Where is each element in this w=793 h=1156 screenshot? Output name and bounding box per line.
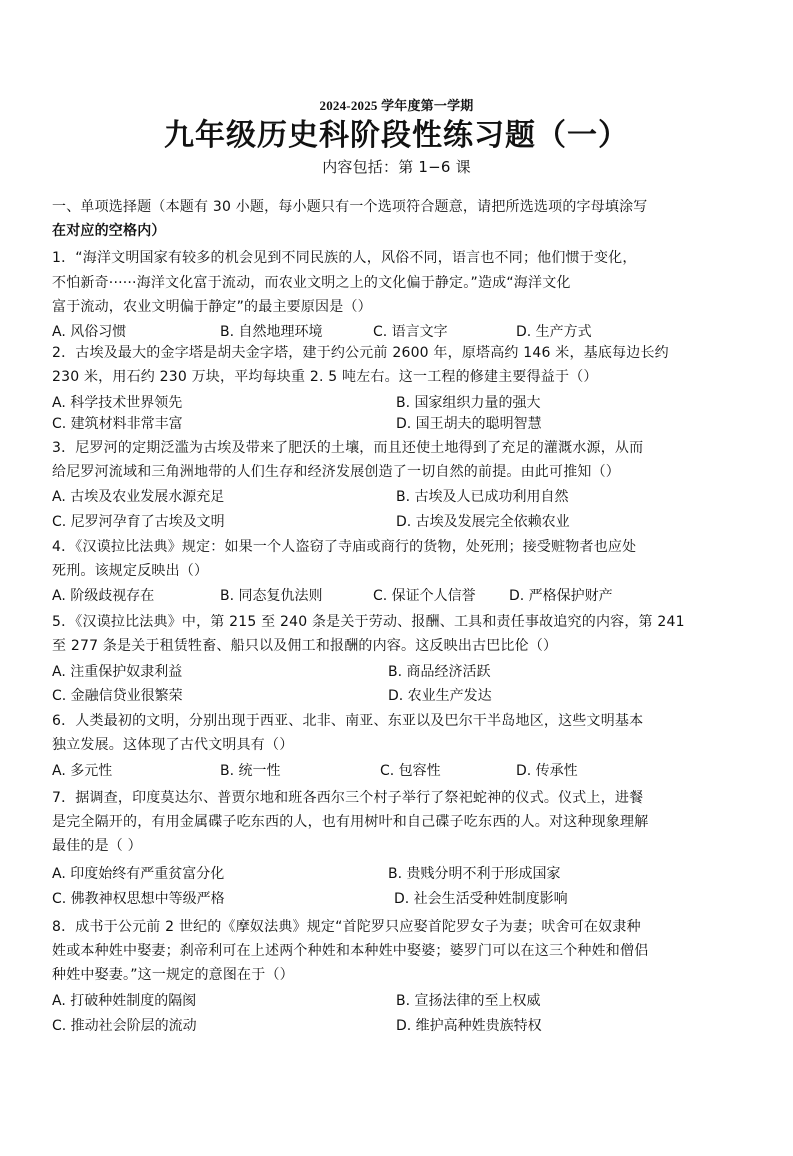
question-1-text: 不怕新奇······海洋文化富于流动，而农业文明之上的文化偏于静定。”造成“海洋文化 xyxy=(52,275,571,291)
question-8-option-a[interactable]: A. 打破种姓制度的隔阂 xyxy=(52,993,197,1009)
question-8-option-b[interactable]: B. 宣扬法律的至上权威 xyxy=(396,993,541,1009)
question-4-text: 死刑。该规定反映出（） xyxy=(52,563,209,579)
question-7-text: 是完全隔开的，有用金属碟子吃东西的人，也有用树叶和自己碟子吃东西的人。对这种现象理解 xyxy=(52,814,649,830)
question-4-option-a[interactable]: A. 阶级歧视存在 xyxy=(52,588,155,604)
question-1-text: 富于流动，农业文明偏于静定”的最主要原因是（） xyxy=(52,299,372,315)
question-4-option-c[interactable]: C. 保证个人信誉 xyxy=(373,588,476,604)
section-heading-line-1: 一、单项选择题（本题有 30 小题，每小题只有一个选项符合题意，请把所选选项的字母填涂写 xyxy=(52,199,648,215)
question-2-option-a[interactable]: A. 科学技术世界领先 xyxy=(52,395,183,411)
question-3-option-d[interactable]: D. 古埃及发展完全依赖农业 xyxy=(396,514,570,530)
question-2-option-b[interactable]: B. 国家组织力量的强大 xyxy=(396,395,541,411)
content-scope: 内容包括：第 1−6 课 xyxy=(322,158,471,176)
question-7-option-a[interactable]: A. 印度始终有严重贫富分化 xyxy=(52,866,225,882)
question-6-option-c[interactable]: C. 包容性 xyxy=(380,763,441,779)
question-3-text: 给尼罗河流域和三角洲地带的人们生存和经济发展创造了一切自然的前提。由此可推知（） xyxy=(52,464,620,480)
question-5-option-a[interactable]: A. 注重保护奴隶利益 xyxy=(52,664,183,680)
question-2-text: 230 米，用石约 230 万块，平均每块重 2. 5 吨左右。这一工程的修建主要得益于（） xyxy=(52,369,598,385)
question-5-option-b[interactable]: B. 商品经济活跃 xyxy=(388,664,491,680)
question-5-text: 5．《汉谟拉比法典》中，第 215 至 240 条是关于劳动、报酬、工具和责任事故追究的内容，第 241 xyxy=(52,614,685,630)
question-6-text: 6．人类最初的文明，分别出现于西亚、北非、南亚、东亚以及巴尔干半岛地区，这些文明基本 xyxy=(52,713,644,729)
question-8-option-c[interactable]: C. 推动社会阶层的流动 xyxy=(52,1018,197,1034)
question-3-option-b[interactable]: B. 古埃及人已成功利用自然 xyxy=(396,489,569,505)
question-1-option-b[interactable]: B. 自然地理环境 xyxy=(220,324,323,340)
question-5-option-c[interactable]: C. 金融信贷业很繁荣 xyxy=(52,688,183,704)
section-heading-line-2: 在对应的空格内） xyxy=(52,223,166,239)
question-5-text: 至 277 条是关于租赁牲畜、船只以及佣工和报酬的内容。这反映出古巴比伦（） xyxy=(52,638,558,654)
question-2-text: 2．古埃及最大的金字塔是胡夫金字塔，建于约公元前 2600 年，原塔高约 146 米，基底每边长约 xyxy=(52,345,669,361)
question-6-option-b[interactable]: B. 统一性 xyxy=(220,763,281,779)
question-3-text: 3．尼罗河的定期泛滥为古埃及带来了肥沃的土壤，而且还使土地得到了充足的灌溉水源，从而 xyxy=(52,440,644,456)
question-4-option-b[interactable]: B. 同态复仇法则 xyxy=(220,588,323,604)
question-3-option-a[interactable]: A. 古埃及农业发展水源充足 xyxy=(52,489,225,505)
question-7-option-d[interactable]: D. 社会生活受种姓制度影响 xyxy=(394,891,568,907)
question-7-option-b[interactable]: B. 贵贱分明不利于形成国家 xyxy=(388,866,561,882)
question-1-option-d[interactable]: D. 生产方式 xyxy=(516,324,592,340)
question-2-option-c[interactable]: C. 建筑材料非常丰富 xyxy=(52,416,183,432)
question-5-option-d[interactable]: D. 农业生产发达 xyxy=(388,688,492,704)
question-8-text: 8．成书于公元前 2 世纪的《摩奴法典》规定“首陀罗只应娶首陀罗女子为妻；吠舍可在奴隶种 xyxy=(52,919,641,935)
question-1-option-c[interactable]: C. 语言文字 xyxy=(373,324,448,340)
school-year: 2024-2025 学年度第一学期 xyxy=(319,98,474,113)
question-1-text: 1．“海洋文明国家有较多的机会见到不同民族的人，风俗不同，语言也不同；他们惯于变化， xyxy=(52,250,637,266)
question-6-text: 独立发展。这体现了古代文明具有（） xyxy=(52,737,294,753)
question-4-option-d[interactable]: D. 严格保护财产 xyxy=(509,588,613,604)
question-7-option-c[interactable]: C. 佛教神权思想中等级严格 xyxy=(52,891,225,907)
question-6-option-a[interactable]: A. 多元性 xyxy=(52,763,113,779)
question-8-text: 种姓中娶妻。”这一规定的意图在于（） xyxy=(52,967,294,983)
question-1-option-a[interactable]: A. 风俗习惯 xyxy=(52,324,127,340)
question-6-option-d[interactable]: D. 传承性 xyxy=(516,763,578,779)
question-4-text: 4．《汉谟拉比法典》规定：如果一个人盗窃了寺庙或商行的货物，处死刑；接受赃物者也应处 xyxy=(52,539,637,555)
question-7-text: 7．据调查，印度莫达尔、普贾尔地和班各西尔三个村子举行了祭祀蛇神的仪式。仪式上，进餐 xyxy=(52,790,644,806)
question-8-option-d[interactable]: D. 维护高种姓贵族特权 xyxy=(396,1018,542,1034)
question-8-text: 姓或本种姓中娶妻；刹帝利可在上述两个种姓和本种姓中娶婆；婆罗门可以在这三个种姓和僧侣 xyxy=(52,943,649,959)
exam-title: 九年级历史科阶段性练习题（一） xyxy=(164,118,629,153)
question-3-option-c[interactable]: C. 尼罗河孕育了古埃及文明 xyxy=(52,514,225,530)
question-2-option-d[interactable]: D. 国王胡夫的聪明智慧 xyxy=(396,416,542,432)
question-7-text: 最佳的是（ ） xyxy=(52,838,142,854)
